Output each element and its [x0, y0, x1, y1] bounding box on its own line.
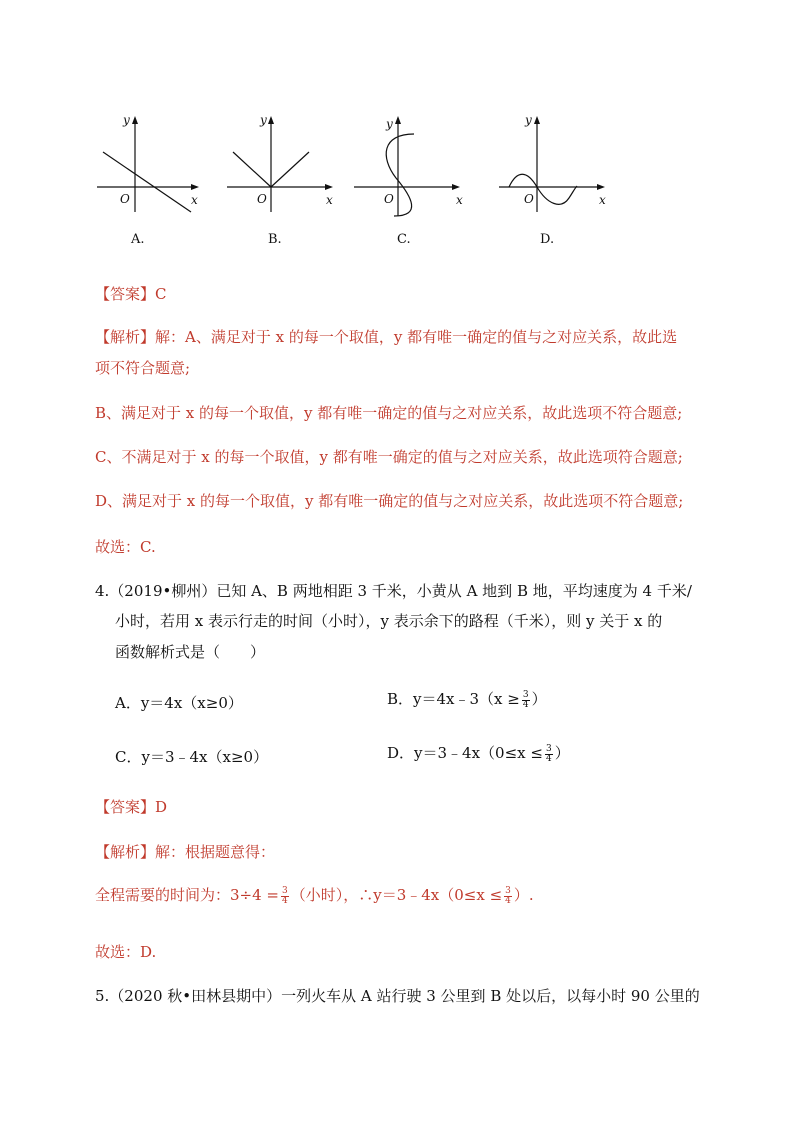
x-axis-label: x	[191, 193, 198, 207]
answer-tag: 【答案】	[95, 798, 156, 816]
answer-value: D	[155, 798, 168, 816]
y-axis-label: y	[123, 113, 130, 127]
q4-calc-line: 全程需要的时间为：3÷4 = $\frac{3}{4}$ （小时），∴y＝3﹣4x（0≤x ≤ $\frac{3}{4}$ ）.	[95, 885, 534, 906]
origin-label: O	[257, 192, 267, 206]
graph-d	[497, 112, 612, 216]
analysis-tag: 【解析】	[95, 328, 156, 346]
graph-c-label: C.	[397, 232, 411, 247]
q4-option-d: D．y＝3﹣4x（0≤x ≤ $\frac{3}{4}$ ）	[387, 743, 570, 764]
graph-c	[352, 112, 467, 222]
answer-value: C	[155, 285, 167, 303]
origin-label: O	[384, 192, 394, 206]
origin-label: O	[524, 192, 534, 206]
y-axis-label: y	[260, 113, 267, 127]
q3-answer-line	[95, 283, 167, 304]
q4-choose: 故选：D.	[95, 943, 157, 961]
origin-label: O	[120, 192, 130, 206]
graph-a	[95, 112, 205, 216]
q4-stem-line-2: 小时，若用 x 表示行走的时间（小时），y 表示余下的路程（千米），则 y 关于 x 的	[115, 612, 663, 630]
graph-b-label: B.	[268, 232, 282, 247]
q4-stem-line-3: 函数解析式是（ ）	[115, 643, 266, 661]
q3-choose: 故选：C.	[95, 538, 156, 556]
q3-analysis-line-1b: 项不符合题意;	[95, 359, 191, 377]
q3-analysis-line-c: C、不满足对于 x 的每一个取值，y 都有唯一确定的值与之对应关系，故此选项符合题意;	[95, 448, 683, 466]
q4-answer-line	[95, 796, 167, 817]
q5-stem-line-1: 5.（2020 秋•田林县期中）一列火车从 A 站行驶 3 公里到 B 处以后，以每小时 90 公里的	[95, 987, 700, 1005]
answer-tag: 【答案】	[95, 285, 156, 303]
graph-a-label: A.	[131, 232, 145, 247]
graph-d-label: D.	[540, 232, 555, 247]
fraction: $\frac{3}{4}$	[282, 885, 288, 906]
q4-option-b: B．y＝4x﹣3（x ≥ $\frac{3}{4}$ ）	[387, 689, 547, 710]
analysis-tag: 【解析】	[95, 843, 156, 861]
y-axis-label: y	[386, 117, 393, 131]
q3-analysis-line-d: D、满足对于 x 的每一个取值，y 都有唯一确定的值与之对应关系，故此选项不符合题意;	[95, 492, 684, 510]
y-axis-label: y	[525, 113, 532, 127]
q3-analysis-line-b: B、满足对于 x 的每一个取值，y 都有唯一确定的值与之对应关系，故此选项不符合题意;	[95, 404, 683, 422]
x-axis-label: x	[326, 193, 333, 207]
q4-stem-line-1: 4.（2019•柳州）已知 A、B 两地相距 3 千米，小黄从 A 地到 B 地，平均速度为 4 千米/	[95, 582, 692, 600]
q4-option-c: C．y＝3﹣4x（x≥0）	[115, 748, 269, 766]
fraction: $\frac{3}{4}$	[505, 885, 511, 906]
x-axis-label: x	[599, 193, 606, 207]
graph-b	[225, 112, 340, 216]
q3-analysis-line-1: 【解析】解：A、满足对于 x 的每一个取值，y 都有唯一确定的值与之对应关系，故此选	[95, 328, 678, 346]
fraction: $\frac{3}{4}$	[522, 689, 529, 710]
x-axis-label: x	[456, 193, 463, 207]
q4-analysis-line: 【解析】解：根据题意得：	[95, 843, 276, 861]
q4-option-a: A．y＝4x（x≥0）	[115, 694, 243, 712]
fraction: $\frac{3}{4}$	[545, 743, 552, 764]
